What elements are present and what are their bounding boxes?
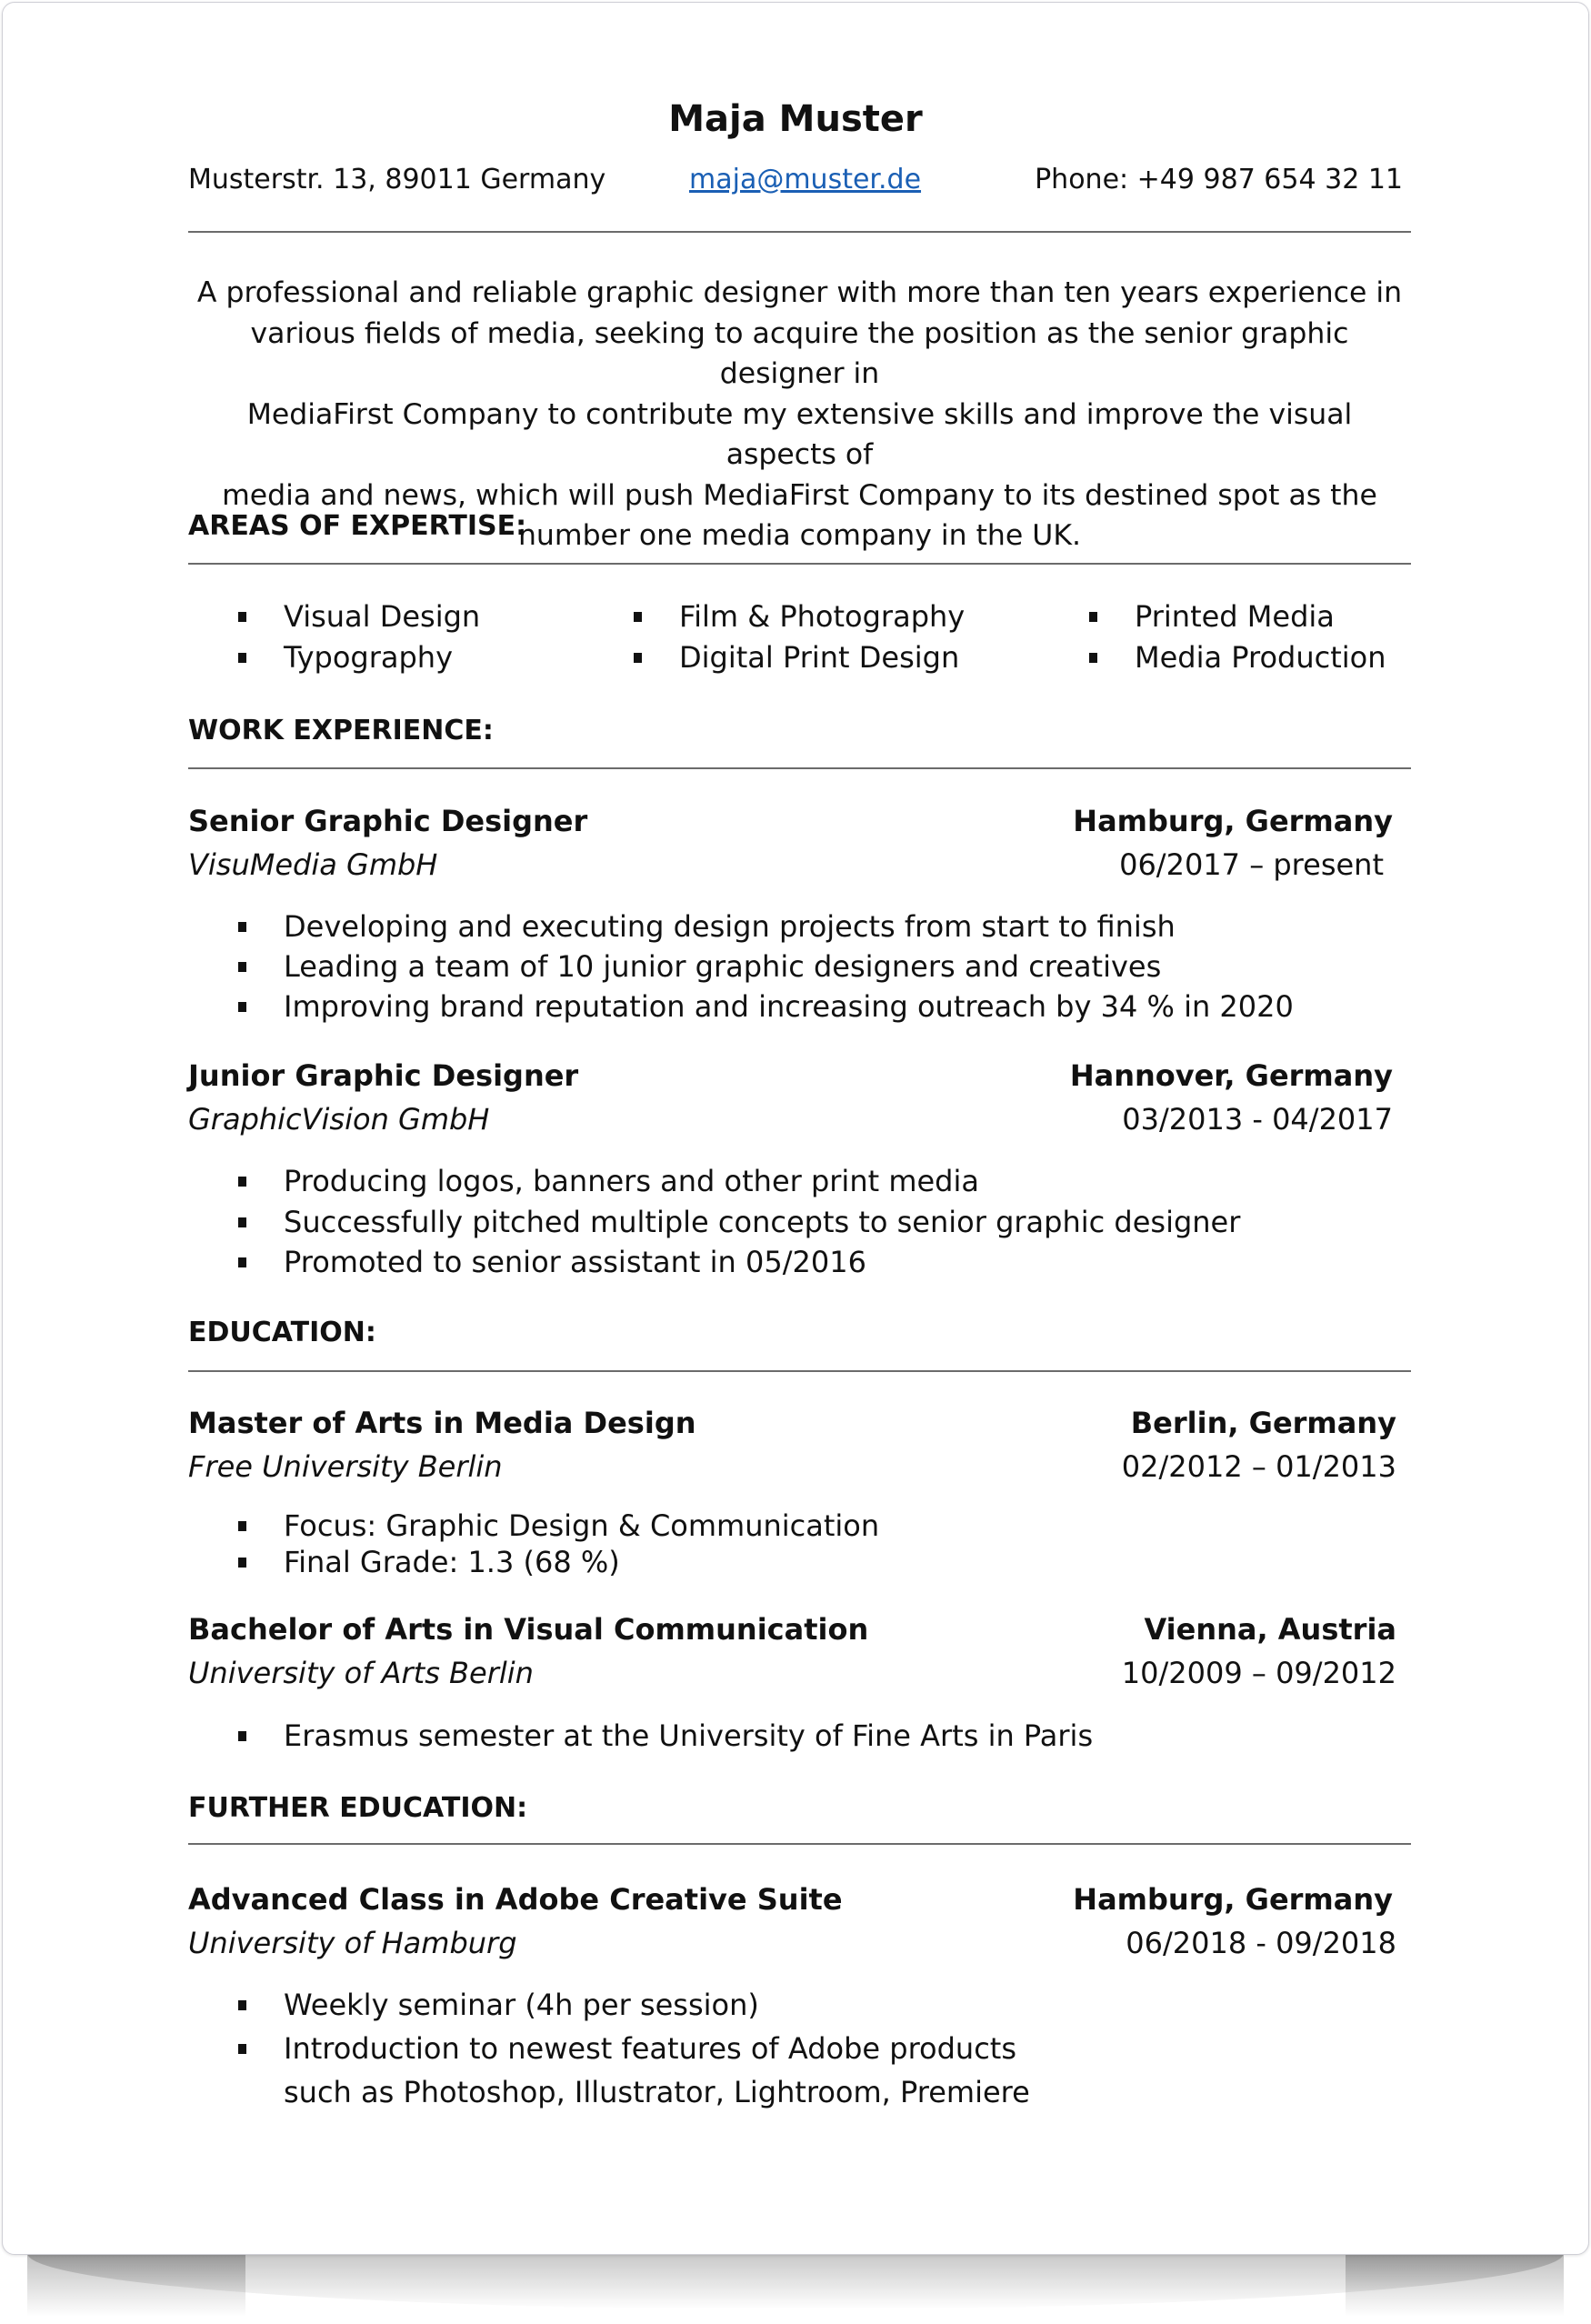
square-bullet-icon <box>238 922 246 932</box>
square-bullet-icon <box>238 1002 246 1012</box>
square-bullet-icon <box>238 1177 246 1187</box>
degree-dates: 02/2012 – 01/2013 <box>1121 1449 1396 1484</box>
summary-line: MediaFirst Company to contribute my extensive skills and improve the visual aspects of <box>246 397 1353 471</box>
job-company: VisuMedia GmbH <box>188 847 438 882</box>
phone: Phone: +49 987 654 32 11 <box>1035 164 1403 195</box>
address: Musterstr. 13, 89011 Germany <box>188 164 606 195</box>
candidate-name: Maja Muster <box>668 98 923 140</box>
square-bullet-icon <box>238 1217 246 1227</box>
square-bullet-icon <box>634 653 642 663</box>
header-divider <box>188 231 1411 233</box>
section-heading-education: EDUCATION: <box>188 1317 376 1348</box>
course-title: Advanced Class in Adobe Creative Suite <box>188 1882 843 1917</box>
square-bullet-icon <box>1089 653 1097 663</box>
degree-title: Bachelor of Arts in Visual Communication <box>188 1612 869 1647</box>
course-location: Hamburg, Germany <box>1073 1882 1393 1917</box>
square-bullet-icon <box>238 2000 246 2010</box>
summary-line: media and news, which will push MediaFirst Company to its destined spot as the <box>222 478 1377 512</box>
job-title: Senior Graphic Designer <box>188 804 588 838</box>
square-bullet-icon <box>1089 612 1097 622</box>
degree-institution: University of Arts Berlin <box>188 1656 534 1690</box>
square-bullet-icon <box>238 1558 246 1568</box>
job-dates: 03/2013 - 04/2017 <box>1122 1102 1393 1137</box>
job-company: GraphicVision GmbH <box>188 1102 490 1137</box>
section-divider <box>188 563 1411 565</box>
section-divider <box>188 767 1411 769</box>
job-dates: 06/2017 – present <box>1119 847 1384 882</box>
section-divider <box>188 1843 1411 1845</box>
degree-location: Vienna, Austria <box>1144 1612 1396 1647</box>
square-bullet-icon <box>238 612 246 622</box>
section-heading-further-education: FURTHER EDUCATION: <box>188 1792 528 1824</box>
page-shadow <box>27 2253 1564 2309</box>
square-bullet-icon <box>238 653 246 663</box>
degree-location: Berlin, Germany <box>1130 1406 1396 1440</box>
job-location: Hamburg, Germany <box>1073 804 1393 838</box>
square-bullet-icon <box>238 962 246 972</box>
square-bullet-icon <box>238 1521 246 1531</box>
square-bullet-icon <box>238 1257 246 1267</box>
degree-dates: 10/2009 – 09/2012 <box>1121 1656 1396 1690</box>
course-institution: University of Hamburg <box>188 1926 517 1960</box>
section-divider <box>188 1370 1411 1372</box>
degree-title: Master of Arts in Media Design <box>188 1406 696 1440</box>
job-location: Hannover, Germany <box>1069 1058 1393 1093</box>
summary-line: A professional and reliable graphic designer with more than ten years experience in <box>196 276 1403 309</box>
square-bullet-icon <box>634 612 642 622</box>
email-link[interactable]: maja@muster.de <box>689 164 922 195</box>
square-bullet-icon <box>238 2044 246 2054</box>
section-heading-work: WORK EXPERIENCE: <box>188 715 494 746</box>
section-heading-expertise: AREAS OF EXPERTISE: <box>188 510 527 542</box>
summary-line: number one media company in the UK. <box>517 519 1082 552</box>
degree-institution: Free University Berlin <box>188 1449 503 1484</box>
summary-line: various fields of media, seeking to acquire the position as the senior graphic designer in <box>250 316 1349 390</box>
course-dates: 06/2018 - 09/2018 <box>1126 1926 1396 1960</box>
square-bullet-icon <box>238 1731 246 1741</box>
job-title: Junior Graphic Designer <box>188 1058 579 1093</box>
